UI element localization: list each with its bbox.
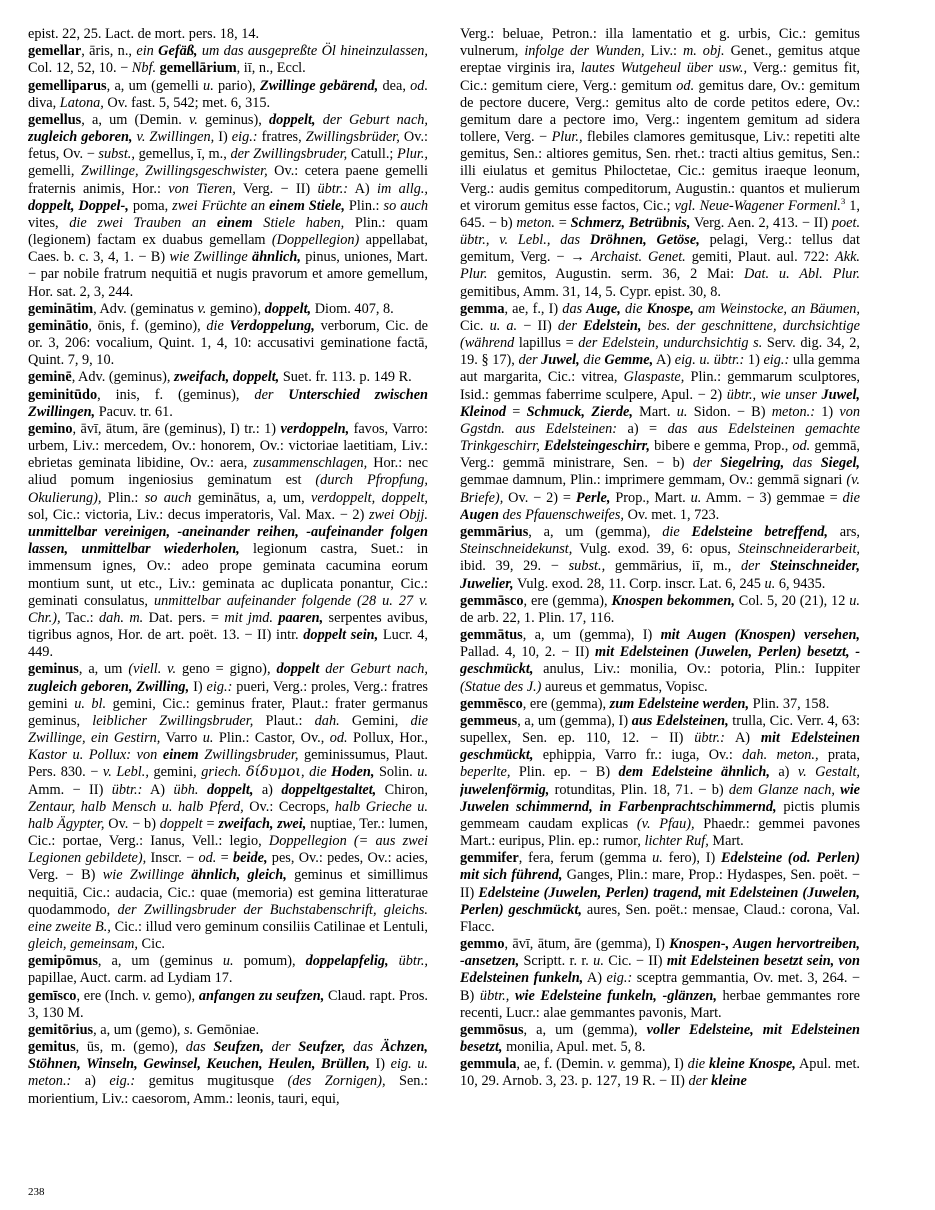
dictionary-entry: gemmo, āvī, ātum, āre (gemma), I) Knospen-, Augen hervortreiben, -ansetzen, Scriptt. r. r. u. Cic. − II) mit Edelsteinen besetzt sein, von Edelsteinen funkeln, A) eig.: sceptra gemmantia, Ov. met. 3, 264. − B) übtr., wie Edelsteine funkeln, -glänzen, herbae gemmantes rore recenti, Lucr.: alae gemmantes pavonis, Mart. (460, 936, 860, 1021)
entry-continuation: epist. 22, 25. Lact. de mort. pers. 18, 14. (28, 26, 260, 42)
entry-continuation: Verg.: beluae, Petron.: illa lamentatio et g. urbis, Cic.: gemitus vulnerum, infolge der Wunden, Liv.: m. obj. Genet., gemitus atque ereptae virginis ira, lautes Wutgeheul über usw., Verg.: gemitus fit, Cic.: gemitum ciere, Verg.: gemitum od. gemitus dare, Ov.: gemitum de pectore ducere, Verg.: gemitus alto de corde petitos edere, Ov.: gemitum dare a pectore imo, Verg.: ingentem gemitum ad sidera tollere, Verg. − Plur., flebiles clamores gemitusque, Liv.: repetiti alte gemitus, Sen.: altiores gemitus, Sen. rhet.: tracti altius gemitus, Sen.: illi eiulatus et gemitus Philoctetae, Cic.: gemitus iraeque leonum, Verg.: audis gemitus compeditorum, Augustin.: quantos et mulierum et virorum gemitus esse factos, Cic.; vgl. Neue-Wagener Formenl.$^3$ 1, 645. − b) meton. = Schmerz, Betrübnis, Verg. Aen. 2, 413. − II) poet. übtr., v. Lebl., das Dröhnen, Getöse, pelagi, Verg.: tellus dat gemitum, Verg. − → Archaist. Genet. gemiti, Plaut. aul. 722: Akk. Plur. gemitos, Augustin. serm. 36, 2 Mai: Dat. u. Abl. Plur. gemitibus, Amm. 31, 14, 5. Cypr. epist. 30, 8. (460, 26, 860, 300)
dictionary-entry: gemmifer, fera, ferum (gemma u. fero), I) Edelsteine (od. Perlen) mit sich führend, Ganges, Plin.: mare, Prop.: Hydaspes, Sen. poët. − II) Edelsteine (Juwelen, Perlen) tragend, mit Edelsteinen (Juwelen, Perlen) geschmückt, aures, Sen. poët.: mensae, Claud.: corona, Val. Flacc. (460, 850, 860, 935)
dictionary-entry: gemmārius, a, um (gemma), die Edelsteine betreffend, ars, Steinschneidekunst, Vulg. exod. 39, 6: opus, Steinschneiderarbeit, ibid. 39, 29. − subst., gemmārius, iī, m., der Steinschneider, Juwelier, Vulg. exod. 28, 11. Corp. inscr. Lat. 6, 245 u. 6, 9435. (460, 523, 860, 592)
dictionary-entry: gemīsco, ere (Inch. v. gemo), anfangen zu seufzen, Claud. rapt. Pros. 3, 130 M. (28, 987, 428, 1021)
dictionary-entry: gemmōsus, a, um (gemma), voller Edelsteine, mit Edelsteinen besetzt, monilia, Apul. met. 5, 8. (460, 1021, 860, 1056)
dictionary-entry: gemmeus, a, um (gemma), I) aus Edelsteinen, trulla, Cic. Verr. 4, 63: supellex, Sen. ep. 110, 12. − II) übtr.: A) mit Edelsteinen geschmückt, ephippia, Varro fr.: iuga, Ov.: dah. meton., prata, beperlte, Plin. ep. − B) dem Edelsteine ähnlich, a) v. Gestalt, juwelenförmig, rotunditas, Plin. 18, 71. − b) dem Glanze nach, wie Juwelen schimmernd, in Farbenprachtschimmernd, pictis plumis gemmeam caudam explicas (v. Pfau), Phaedr.: gemmei pavones Mart.: euripus, Plin. ep.: rumor, lichter Ruf, Mart. (460, 712, 860, 850)
page-columns (28, 26, 907, 1186)
dictionary-entry: gemitus, ūs, m. (gemo), das Seufzen, der Seufzer, das Ächzen, Stöhnen, Winseln, Gewinsel, Keuchen, Heulen, Brüllen, I) eig. u. meton.: a) eig.: gemitus mugitusque (des Zornigen), Sen.: morientium, Liv.: caesorom, Amm.: leonis, tauri, equi, (28, 1039, 428, 1107)
dictionary-entry: geminātim, Adv. (geminatus v. gemino), doppelt, Diom. 407, 8. (28, 300, 394, 317)
dictionary-entry: geminātio, ōnis, f. (gemino), die Verdoppelung, verborum, Cic. de or. 3, 206: vocalium, Quint. 1, 4, 10: accusativi geminatione factā, Quint. 7, 9, 10. (28, 317, 428, 369)
right-text-column (460, 26, 860, 1091)
dictionary-entry: gemellus, a, um (Demin. v. geminus), doppelt, der Geburt nach, zugleich geboren, v. Zwillingen, I) eig.: fratres, Zwillingsbrüder, Ov.: fetus, Ov. − subst., gemellus, ī, m., der Zwillingsbruder, Catull.; Plur., gemelli, Zwillinge, Zwillingsgeschwister, Ov.: cetera paene gemelli fraternis animis, Hor.: von Tieren, Verg. − II) übtr.: A) im allg., doppelt, Doppel-, poma, zwei Früchte an einem Stiele, Plin.: so auch vites, die zwei Trauben an einem Stiele haben, Plin.: quam (legionem) factam ex duabus gemellam (Doppellegion) appellabat, Caes. b. c. 3, 4, 1. − B) wie Zwillinge ähnlich, pinus, uniones, Mart. − par nobile fratrum nequitiā et nugis pravorum et amore gemellum, Hor. sat. 2, 3, 244. (28, 111, 428, 300)
page-number: 238 (28, 1186, 45, 1198)
dictionary-entry: gemino, āvī, ātum, āre (geminus), I) tr.: 1) verdoppeln, favos, Varro: urbem, Liv.: mercedem, Ov.: honorem, Ov.: victoriae laetitiam, Liv.: ebrietas geminata libidine, Ov.: aera, zusammenschlagen, Hor.: nec aliud pomum ingeniosius geminatum est (durch Pfropfung, Okulierung), Plin.: so auch geminātus, a, um, verdoppelt, doppelt, sol, Cic.: victoria, Liv.: decus imperatoris, Val. Max. − 2) zwei Objj. unmittelbar vereinigen, -aneinander reihen, -aufeinander folgen lassen, unmittelbar wiederholen, legionum castra, Suet.: in immensum ignes, Ov.: adeo prope geminata cacumina eorum montium sunt, ut etc., Liv.: geminata ac duplicata ponantur, Cic.: geminati consulatus, unmittelbar aufeinander folgende (28 u. 27 v. Chr.), Tac.: dah. m. Dat. pers. = mit jmd. paaren, serpentes avibus, tigribus agnos, Hor. de art. poët. 13. − II) intr. doppelt sein, Lucr. 4, 449. (28, 420, 428, 661)
dictionary-entry: gemma, ae, f., I) das Auge, die Knospe, am Weinstocke, an Bäumen, Cic. u. a. − II) der Edelstein, bes. der geschnittene, durchsichtige (während lapillus = der Edelstein, undurchsichtig s. Serv. dig. 34, 2, 19. § 17), der Juwel, die Gemme, A) eig. u. übtr.: 1) eig.: ulla gemma aut margarita, Cic.: vitrea, Glaspaste, Plin.: gemmarum sculptores, Isid.: gemmas faberrime sculpere, Apul. − 2) übtr., wie unser Juwel, Kleinod = Schmuck, Zierde, Mart. u. Sidon. − B) meton.: 1) von Ggstdn. aus Edelsteinen: a) = das aus Edelsteinen gemachte Trinkgeschirr, Edelsteingeschirr, bibere e gemma, Prop., od. gemmā, Verg.: gemmā ministrare, Sen. − b) der Siegelring, das Siegel, gemmae damnum, Plin.: imprimere gemmam, Ov.: gemmā signari (v. Briefe), Ov. − 2) = Perle, Prop., Mart. u. Amm. − 3) gemmae = die Augen des Pfauenschweifes, Ov. met. 1, 723. (460, 300, 860, 523)
dictionary-entry: gemmēsco, ere (gemma), zum Edelsteine werden, Plin. 37, 158. (460, 695, 830, 712)
dictionary-entry: gemmāsco, ere (gemma), Knospen bekommen, Col. 5, 20 (21), 12 u. de arb. 22, 1. Plin. 17, 116. (460, 592, 860, 626)
dictionary-entry: gemellar, āris, n., ein Gefäß, um das ausgepreßte Öl hineinzulassen, Col. 12, 52, 10. − Nbf. gemellārium, iī, n., Eccl. (28, 43, 428, 77)
dictionary-entry: gemelliparus, a, um (gemelli u. pario), Zwillinge gebärend, dea, od. diva, Latona, Ov. fast. 5, 542; met. 6, 315. (28, 77, 428, 111)
dictionary-entry: gemitōrius, a, um (gemo), s. Gemōniae. (28, 1021, 260, 1038)
left-text-column (28, 26, 428, 1108)
dictionary-entry: geminitūdo, inis, f. (geminus), der Unterschied zwischen Zwillingen, Pacuv. tr. 61. (28, 386, 428, 420)
dictionary-entry: geminē, Adv. (geminus), zweifach, doppelt, Suet. fr. 113. p. 149 R. (28, 369, 412, 386)
dictionary-entry: gemmātus, a, um (gemma), I) mit Augen (Knospen) versehen, Pallad. 4, 10, 2. − II) mit Edelsteinen (Juwelen, Perlen) besetzt, -geschmückt, anulus, Liv.: monilia, Ov.: potoria, Plin.: Iuppiter (Statue des J.) aureus et gemmatus, Vopisc. (460, 627, 860, 695)
dictionary-entry: gemipōmus, a, um (geminus u. pomum), doppelapfelig, übtr., papillae, Auct. carm. ad Lydiam 17. (28, 953, 428, 987)
dictionary-entry: geminus, a, um (viell. v. geno = gigno), doppelt der Geburt nach, zugleich geboren, Zwilling, I) eig.: pueri, Verg.: proles, Verg.: fratres gemini u. bl. gemini, Cic.: geminus frater, Plaut.: frater germanus geminus, leiblicher Zwillingsbruder, Plaut.: dah. Gemini, die Zwillinge, ein Gestirn, Varro u. Plin.: Castor, Ov., od. Pollux, Hor., Kastor u. Pollux: von einem Zwillingsbruder, geminissumus, Plaut. Pers. 830. − v. Lebl., gemini, griech. δίδυμοι, die Hoden, Solin. u. Amm. − II) übtr.: A) übh. doppelt, a) doppeltgestaltet, Chiron, Zentaur, halb Mensch u. halb Pferd, Ov.: Cecrops, halb Grieche u. halb Ägypter, Ov. − b) doppelt = zweifach, zwei, nuptiae, Ter.: lumen, Cic.: portae, Verg.: Ianus, Vell.: legio, Doppellegion (= aus zwei Legionen gebildete), Inscr. − od. = beide, pes, Ov.: pedes, Ov.: acies, Verg. − B) wie Zwillinge ähnlich, gleich, geminus et simillimus nequitiā, Cic.: audacia, Cic.: quae (memoria) est gemina litteraturae quodammodo, der Zwillingsbruder der Buchstabenschrift, gleichs. eine zweite B., Cic.: illud vero geminum consiliis Catilinae et Lentuli, gleich, gemeinsam, Cic. (28, 661, 428, 953)
dictionary-entry: gemmula, ae, f. (Demin. v. gemma), I) die kleine Knospe, Apul. met. 10, 29. Arnob. 3, 23. p. 127, 19 R. − II) der kleine (460, 1056, 860, 1090)
